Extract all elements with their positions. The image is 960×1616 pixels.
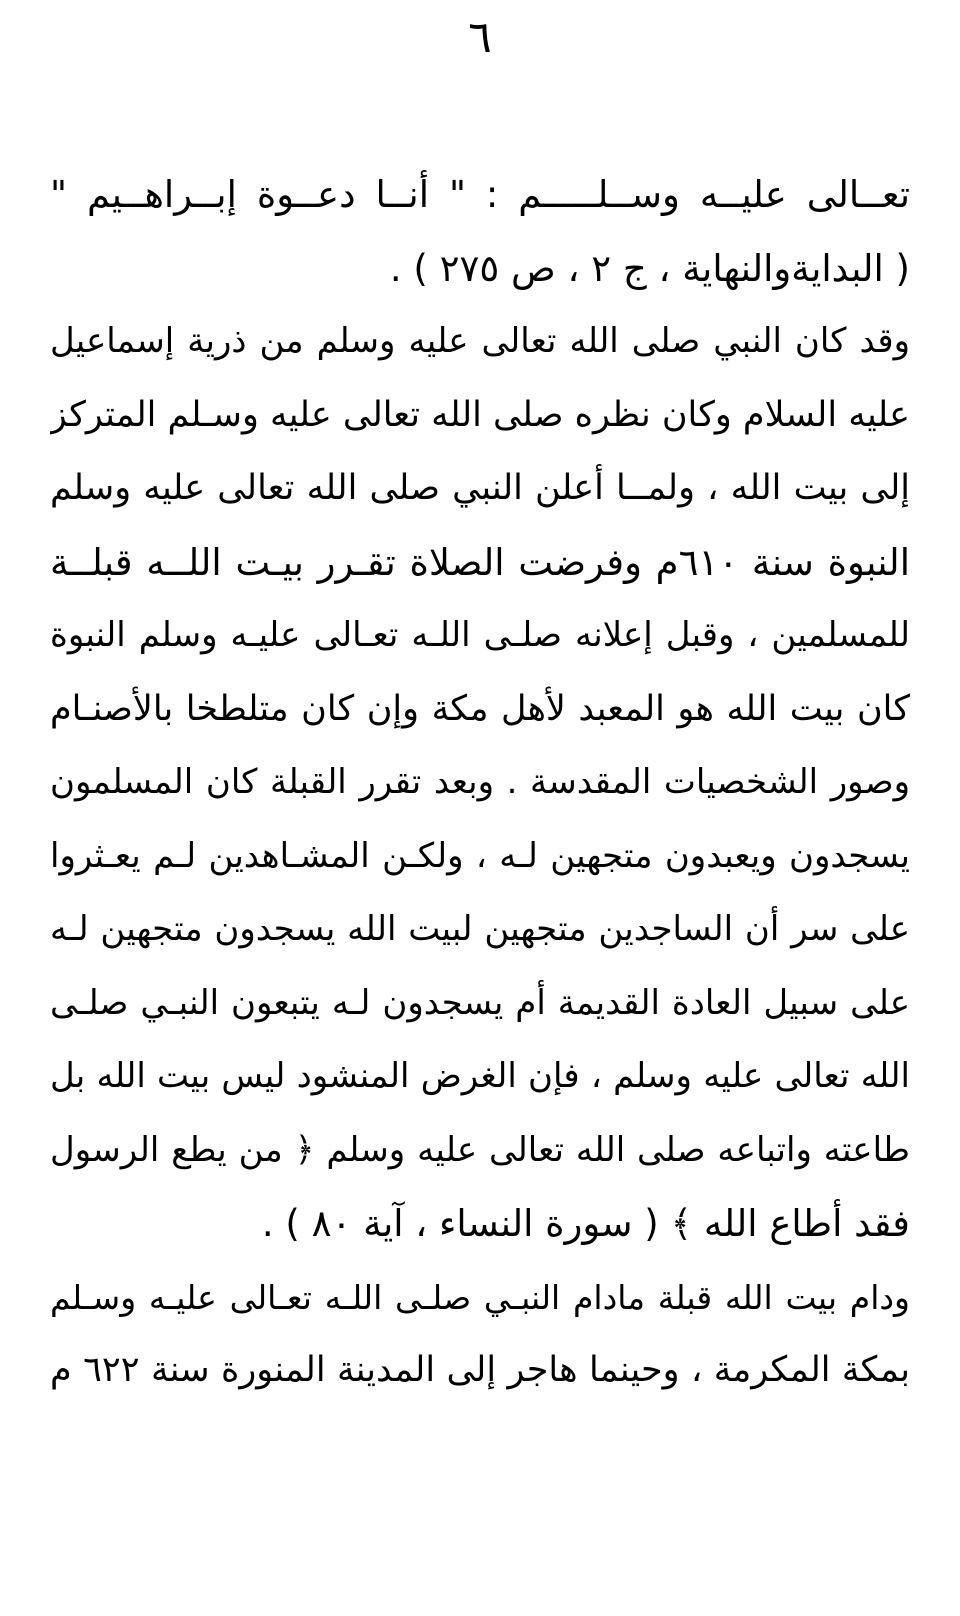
text-line: يسجدون ويعبدون متجهين لـه ، ولكـن المشـاهدين لـم يعـثروا bbox=[50, 835, 910, 876]
text-line: ( البدايةوالنهاية ، ج ٢ ، ص ٢٧٥ ) . bbox=[389, 246, 910, 290]
text-line: للمسلمين ، وقبل إعلانه صلـى اللـه تعـالى عليـه وسلم النبوة bbox=[50, 615, 910, 655]
text-line: طاعته واتباعه صلى الله تعالى عليه وسلم ﴿ من يطع الرسول bbox=[50, 1129, 910, 1170]
page-number: ٦ bbox=[468, 12, 492, 63]
text-line: وصور الشخصيات المقدسة . وبعد تقرر القبلة كان المسلمون bbox=[50, 762, 910, 802]
text-line: كان بيت الله هو المعبد لأهل مكة وإن كان متلطخا بالأصنـام bbox=[50, 688, 910, 729]
text-line: النبوة سنة ٦١٠م وفرضت الصلاة تقـرر بيـت اللــه قبلــة bbox=[50, 540, 910, 584]
text-line: وقد كان النبي صلى الله تعالى عليه وسلم من ذرية إسماعيل bbox=[50, 321, 910, 361]
text-line: الله تعالى عليه وسلم ، فإن الغرض المنشود ليس بيت الله بل bbox=[50, 1056, 910, 1096]
body-text bbox=[50, 158, 910, 1408]
text-line: على سبيل العادة القديمة أم يسجدون لـه يتبعون النبـي صلـى bbox=[50, 982, 910, 1023]
text-line: تعــالى عليــه وســلـــــم : " أنــا دعــوة إبــراهــيم " bbox=[50, 173, 910, 216]
text-line: على سر أن الساجدين متجهين لبيت الله يسجدون متجهين لـه bbox=[50, 909, 910, 949]
text-line: عليه السلام وكان نظره صلى الله تعالى عليه وسـلم المتركز bbox=[50, 394, 910, 435]
text-line: ودام بيت الله قبلة مادام النبـي صلـى اللـه تعـالى عليـه وسـلم bbox=[50, 1277, 910, 1317]
text-line: فقد أطاع الله ﴾ ( سورة النساء ، آية ٨٠ ) . bbox=[261, 1202, 910, 1245]
text-line: بمكة المكرمة ، وحينما هاجر إلى المدينة المنورة سنة ٦٢٢ م bbox=[50, 1350, 910, 1390]
text-line: إلى بيت الله ، ولمــا أعلن النبي صلى الله تعالى عليه وسلم bbox=[50, 468, 910, 508]
